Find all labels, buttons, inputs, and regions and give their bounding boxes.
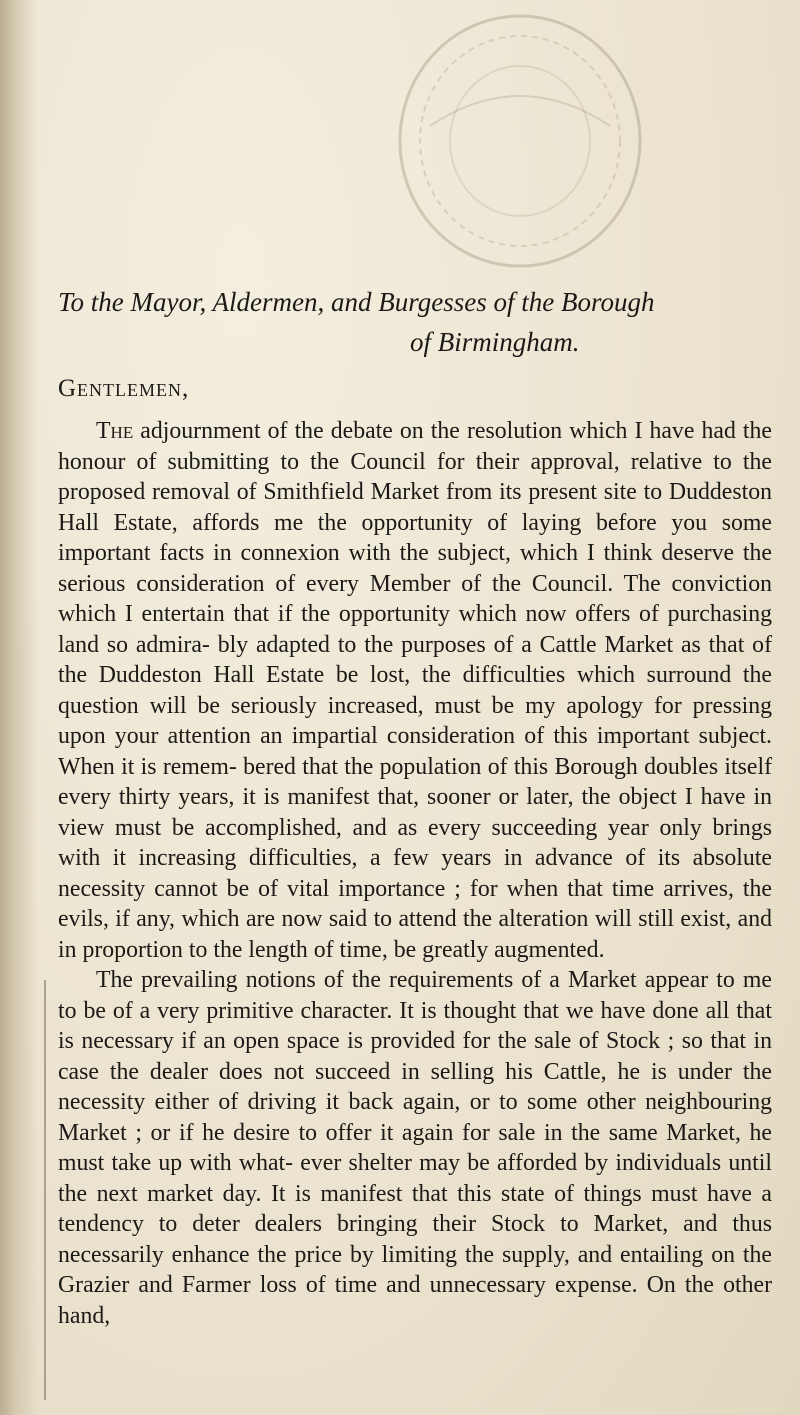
margin-rule: [44, 980, 46, 1400]
paragraph-1-text: adjournment of the debate on the resolution which I have had the honour of submitting to the Council for their approval, relative to the proposed removal of Smithfield Market from its present site to Duddeston Hall Estate, affords me the opportunity of laying before you some important facts in connexion with the subject, which I think deserve the serious consideration of every Member of the Council. The conviction which I entertain that if the opportunity which now offers of purchasing land so admira- bly adapted to the purposes of a Cattle Market as that of the Duddeston Hall Estate be lost, the difficulties which surround the question will be seriously increased, must be my apology for pressing upon your attention an impartial consideration of this important subject. When it is remem- bered that the population of this Borough doubles itself every thirty years, it is manifest that, sooner or later, the object I have in view must be accomplished, and as every succeeding year only brings with it increasing difficulties, a few years in advance of its absolute necessity cannot be of vital importance ; for when that time arrives, the evils, if any, which are now said to attend the alteration will still exist, and in proportion to the length of time, be greatly augmented.: [58, 418, 772, 963]
addressee: [58, 282, 778, 362]
salutation: Gentlemen,: [58, 375, 190, 402]
paragraph-1-lead: The: [96, 418, 134, 444]
paragraph-1: [58, 416, 772, 965]
page-edge-shadow: [0, 0, 38, 1415]
paragraph-2: The prevailing notions of the requirements of a Market appear to me to be of a very primitive character. It is thought that we have done all that is necessary if an open space is provided for the sale of Stock ; so that in case the dealer does not succeed in selling his Cattle, he is under the necessity either of driving it back again, or to some other neighbouring Market ; or if he desire to offer it again for sale in the same Market, he must take up with what- ever shelter may be afforded by individuals until the next market day. It is manifest that this state of things must have a tendency to deter dealers bringing their Stock to Market, and thus necessarily enhance the price by limiting the supply, and entailing on the Grazier and Farmer loss of time and unnecessary expense. On the other hand,: [58, 967, 772, 1329]
embossed-seal-watermark: [370, 6, 670, 276]
addressee-line-2: of Birmingham.: [410, 327, 580, 357]
letter-body: [58, 416, 772, 1331]
addressee-line-1: To the Mayor, Aldermen, and Burgesses of the Borough: [58, 287, 655, 317]
